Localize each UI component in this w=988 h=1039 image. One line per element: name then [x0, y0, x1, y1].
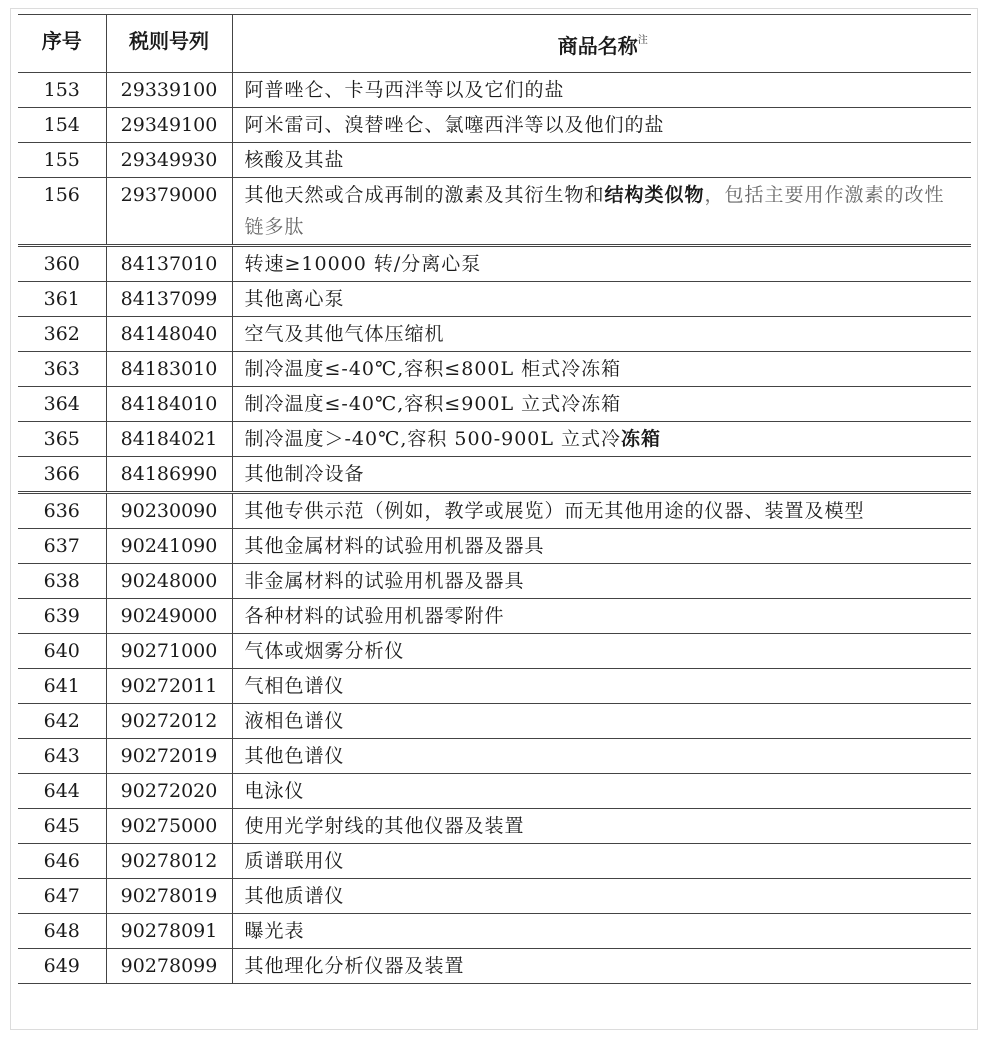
row-code: 90271000 [106, 634, 232, 669]
row-name-part: 其他天然或合成再制的激素及其衍生物和 [244, 184, 605, 206]
row-code: 90278099 [106, 949, 232, 984]
row-seq: 154 [18, 108, 106, 143]
row-code: 90275000 [106, 809, 232, 844]
table-row [18, 914, 971, 949]
row-seq: 361 [18, 282, 106, 317]
row-name-part: 制冷温度＞-40℃,容积 500-900L 立式冷 [244, 428, 622, 450]
row-name: 其他金属材料的试验用机器及器具 [232, 529, 971, 564]
row-code: 84148040 [106, 317, 232, 352]
table-row [18, 634, 971, 669]
row-code: 90248000 [106, 564, 232, 599]
row-seq: 642 [18, 704, 106, 739]
row-code: 90249000 [106, 599, 232, 634]
row-seq: 156 [18, 178, 106, 246]
header-name-note: 注 [637, 35, 648, 46]
row-name: 非金属材料的试验用机器及器具 [232, 564, 971, 599]
row-code: 29379000 [106, 178, 232, 246]
header-name-label: 商品名称 [557, 34, 638, 58]
table-row [18, 809, 971, 844]
header-code: 税则号列 [106, 15, 232, 73]
table-row [18, 564, 971, 599]
row-seq: 637 [18, 529, 106, 564]
header-name [232, 15, 971, 73]
row-seq: 360 [18, 246, 106, 282]
row-name: 转速≥10000 转/分离心泵 [232, 246, 971, 282]
table-row [18, 352, 971, 387]
table-row [18, 178, 971, 246]
row-name: 其他理化分析仪器及装置 [232, 949, 971, 984]
row-seq: 363 [18, 352, 106, 387]
table-row [18, 246, 971, 282]
row-name: 曝光表 [232, 914, 971, 949]
row-seq: 645 [18, 809, 106, 844]
row-seq: 366 [18, 457, 106, 493]
header-seq: 序号 [18, 15, 106, 73]
row-seq: 649 [18, 949, 106, 984]
row-name: 制冷温度≤-40℃,容积≤900L 立式冷冻箱 [232, 387, 971, 422]
row-code: 90278019 [106, 879, 232, 914]
row-name: 其他制冷设备 [232, 457, 971, 493]
row-name-bold-part: 冻箱 [621, 428, 662, 450]
row-code: 84137010 [106, 246, 232, 282]
row-seq: 643 [18, 739, 106, 774]
row-code: 90241090 [106, 529, 232, 564]
row-name: 核酸及其盐 [232, 143, 971, 178]
table-row [18, 282, 971, 317]
row-code: 29349100 [106, 108, 232, 143]
row-code: 84186990 [106, 457, 232, 493]
row-code: 90278091 [106, 914, 232, 949]
table-row [18, 73, 971, 108]
row-code: 84184021 [106, 422, 232, 457]
row-code: 29349930 [106, 143, 232, 178]
row-name: 其他色谱仪 [232, 739, 971, 774]
row-seq: 365 [18, 422, 106, 457]
row-code: 84183010 [106, 352, 232, 387]
table-row [18, 844, 971, 879]
row-seq: 362 [18, 317, 106, 352]
row-seq: 640 [18, 634, 106, 669]
table-row [18, 774, 971, 809]
table-header-row [18, 15, 971, 73]
row-name: 制冷温度≤-40℃,容积≤800L 柜式冷冻箱 [232, 352, 971, 387]
row-seq: 364 [18, 387, 106, 422]
table-row [18, 529, 971, 564]
row-name: 液相色谱仪 [232, 704, 971, 739]
row-name: 气体或烟雾分析仪 [232, 634, 971, 669]
row-name: 其他专供示范（例如，教学或展览）而无其他用途的仪器、装置及模型 [232, 493, 971, 529]
row-name: 阿米雷司、溴替唑仑、氯噻西泮等以及他们的盐 [232, 108, 971, 143]
table-row [18, 422, 971, 457]
row-name: 使用光学射线的其他仪器及装置 [232, 809, 971, 844]
row-code: 90230090 [106, 493, 232, 529]
table-row [18, 457, 971, 493]
row-seq: 644 [18, 774, 106, 809]
row-name: 电泳仪 [232, 774, 971, 809]
row-code: 90272019 [106, 739, 232, 774]
row-seq: 155 [18, 143, 106, 178]
row-name: 阿普唑仑、卡马西泮等以及它们的盐 [232, 73, 971, 108]
row-name-part: ，包括主要用作激素的改性链多肽 [244, 184, 945, 238]
row-seq: 647 [18, 879, 106, 914]
row-code: 90272012 [106, 704, 232, 739]
row-seq: 646 [18, 844, 106, 879]
row-seq: 641 [18, 669, 106, 704]
row-name [232, 178, 971, 246]
row-name: 其他离心泵 [232, 282, 971, 317]
row-name: 空气及其他气体压缩机 [232, 317, 971, 352]
table-row [18, 143, 971, 178]
row-seq: 648 [18, 914, 106, 949]
row-code: 90278012 [106, 844, 232, 879]
table-row [18, 493, 971, 529]
table-row [18, 669, 971, 704]
row-seq: 153 [18, 73, 106, 108]
row-seq: 638 [18, 564, 106, 599]
tariff-table [18, 14, 971, 984]
table-row [18, 704, 971, 739]
row-name-bold-part: 结构类似物 [604, 184, 705, 206]
row-code: 29339100 [106, 73, 232, 108]
row-name: 质谱联用仪 [232, 844, 971, 879]
row-name: 气相色谱仪 [232, 669, 971, 704]
row-name: 各种材料的试验用机器零附件 [232, 599, 971, 634]
table-row [18, 387, 971, 422]
row-code: 90272020 [106, 774, 232, 809]
row-code: 84184010 [106, 387, 232, 422]
row-name: 其他质谱仪 [232, 879, 971, 914]
row-seq: 636 [18, 493, 106, 529]
row-seq: 639 [18, 599, 106, 634]
row-code: 90272011 [106, 669, 232, 704]
table-row [18, 949, 971, 984]
table-row [18, 317, 971, 352]
table-row [18, 599, 971, 634]
row-name [232, 422, 971, 457]
table-row [18, 108, 971, 143]
table-row [18, 879, 971, 914]
table-row [18, 739, 971, 774]
row-code: 84137099 [106, 282, 232, 317]
